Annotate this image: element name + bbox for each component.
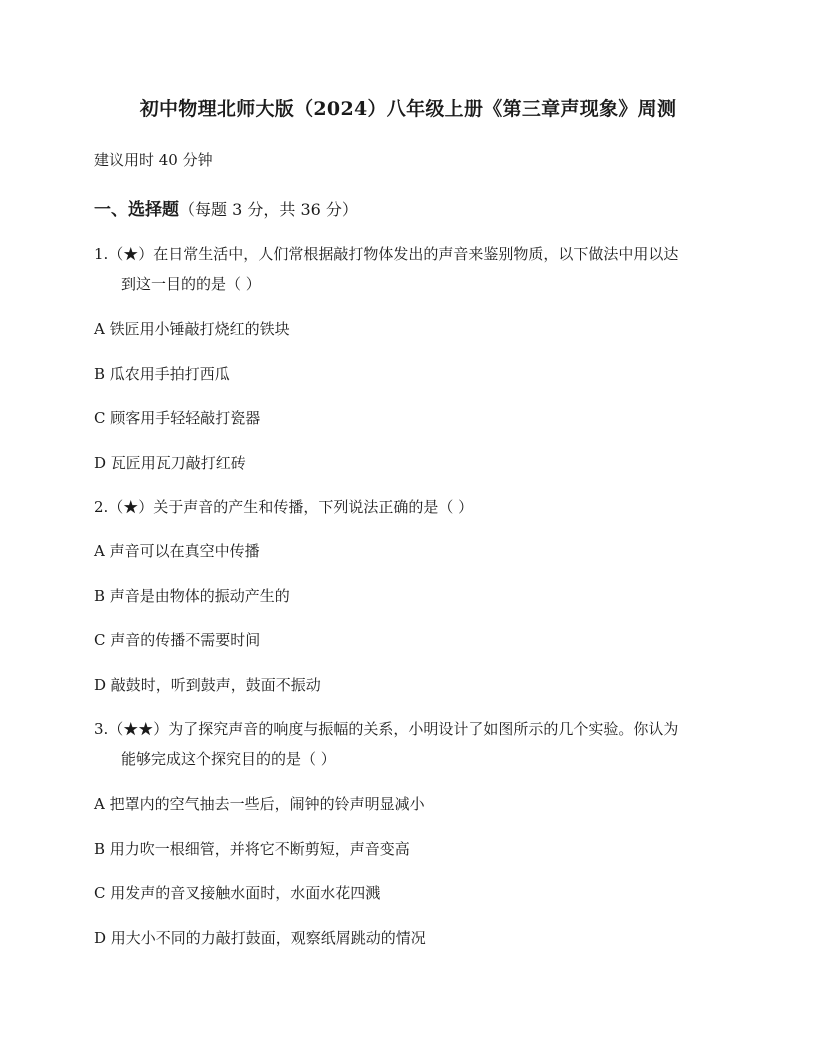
- question-2-stem: 2.（★）关于声音的产生和传播，下列说法正确的是（ ）: [94, 498, 474, 516]
- document-title: 初中物理北师大版（2024）八年级上册《第三章声现象》周测: [139, 98, 677, 120]
- question-2-option-d: D 敲鼓时，听到鼓声，鼓面不振动: [94, 676, 321, 694]
- question-3-stem-cont: 能够完成这个探究目的的是（ ）: [121, 750, 336, 768]
- question-3-option-a: A 把罩内的空气抽去一些后，闹钟的铃声明显减小: [94, 795, 425, 813]
- question-1-option-b: B 瓜农用手拍打西瓜: [94, 365, 230, 383]
- section-title: 一、选择题: [94, 200, 179, 220]
- question-3-option-d: D 用大小不同的力敲打鼓面，观察纸屑跳动的情况: [94, 929, 426, 947]
- section-note: （每题 3 分，共 36 分）: [179, 200, 358, 219]
- question-1-option-d: D 瓦匠用瓦刀敲打红砖: [94, 454, 246, 472]
- question-3-option-b: B 用力吹一根细管，并将它不断剪短，声音变高: [94, 840, 410, 858]
- question-1-option-a: A 铁匠用小锤敲打烧红的铁块: [94, 320, 290, 338]
- section-heading: [94, 195, 358, 220]
- question-2-option-b: B 声音是由物体的振动产生的: [94, 587, 290, 605]
- question-3-stem: 3.（★★）为了探究声音的响度与振幅的关系，小明设计了如图所示的几个实验。你认为: [94, 720, 679, 738]
- question-1-option-c: C 顾客用手轻轻敲打瓷器: [94, 409, 261, 427]
- question-3-option-c: C 用发声的音叉接触水面时，水面水花四溅: [94, 884, 381, 902]
- suggested-time: 建议用时 40 分钟: [94, 151, 213, 169]
- question-1-stem-cont: 到这一目的的是（ ）: [121, 275, 261, 293]
- question-2-option-a: A 声音可以在真空中传播: [94, 542, 260, 560]
- question-1-stem: 1.（★）在日常生活中，人们常根据敲打物体发出的声音来鉴别物质，以下做法中用以达: [94, 245, 679, 263]
- question-2-option-c: C 声音的传播不需要时间: [94, 631, 261, 649]
